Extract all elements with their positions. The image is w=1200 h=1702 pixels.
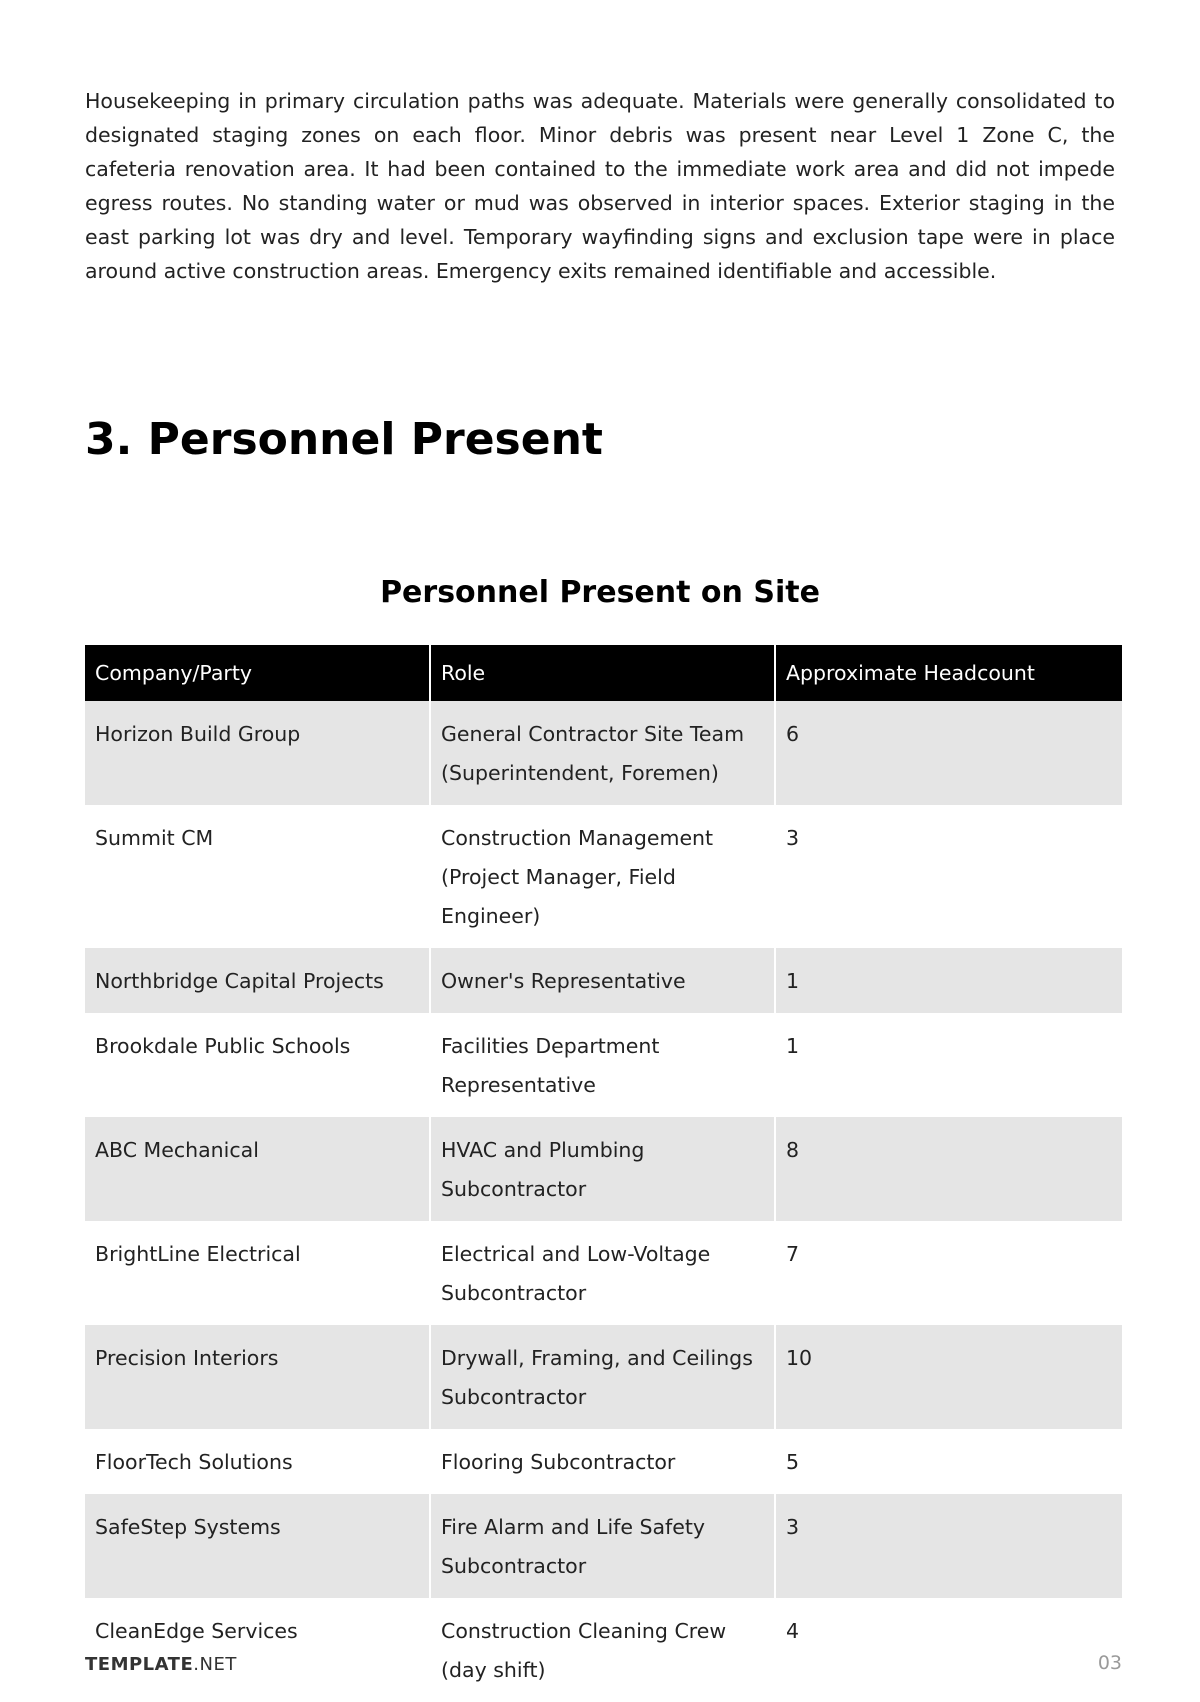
table-header-row <box>85 645 1122 701</box>
cell-company: Northbridge Capital Projects <box>85 948 430 1013</box>
table-row <box>85 1325 1122 1429</box>
table-row <box>85 948 1122 1013</box>
cell-company: Horizon Build Group <box>85 701 430 805</box>
cell-headcount: 4 <box>775 1598 1122 1702</box>
table-row <box>85 1494 1122 1598</box>
cell-headcount: 10 <box>775 1325 1122 1429</box>
table-row <box>85 1117 1122 1221</box>
cell-company: Precision Interiors <box>85 1325 430 1429</box>
table-body <box>85 701 1122 1702</box>
table-row <box>85 701 1122 805</box>
cell-headcount: 5 <box>775 1429 1122 1494</box>
cell-company: SafeStep Systems <box>85 1494 430 1598</box>
cell-company: ABC Mechanical <box>85 1117 430 1221</box>
cell-role: General Contractor Site Team (Superintendent, Foremen) <box>430 701 775 805</box>
cell-company: CleanEdge Services <box>95 1619 298 1643</box>
table-row <box>85 1013 1122 1117</box>
brand-name: TEMPLATE <box>85 1654 194 1675</box>
personnel-table <box>85 645 1122 1702</box>
section-heading: 3. Personnel Present <box>85 414 603 465</box>
cell-headcount: 7 <box>775 1221 1122 1325</box>
cell-company: Summit CM <box>95 826 214 850</box>
cell-company: Brookdale Public Schools <box>95 1034 351 1058</box>
cell-role: Owner's Representative <box>430 948 775 1013</box>
column-header-company: Company/Party <box>85 645 430 701</box>
intro-paragraph: Housekeeping in primary circulation paths was adequate. Materials were generally consolidated to designated staging zones on each floor. Minor debris was present near Level 1 Zone C, the cafeteria renovation area. It had been contained to the immediate work area and did not impede egress routes. No standing water or mud was observed in interior spaces. Exterior staging in the east parking lot was dry and level. Temporary wayfinding signs and exclusion tape were in place around active construction areas. Emergency exits remained identifiable and accessible. <box>85 89 1115 283</box>
page-number: 03 <box>1097 1652 1122 1674</box>
cell-role: Fire Alarm and Life Safety Subcontractor <box>430 1494 775 1598</box>
table-row <box>85 1221 1122 1325</box>
cell-role: Drywall, Framing, and Ceilings Subcontractor <box>430 1325 775 1429</box>
table-row <box>85 1429 1122 1494</box>
footer-brand-logo <box>85 1654 237 1675</box>
cell-role: Construction Cleaning Crew (day shift) <box>430 1598 775 1702</box>
cell-company: BrightLine Electrical <box>95 1242 301 1266</box>
column-header-headcount: Approximate Headcount <box>775 645 1122 701</box>
cell-headcount: 1 <box>775 1013 1122 1117</box>
table-title: Personnel Present on Site <box>380 575 820 610</box>
cell-role: Facilities Department Representative <box>430 1013 775 1117</box>
table-row <box>85 1598 1122 1702</box>
cell-headcount: 8 <box>775 1117 1122 1221</box>
table-header <box>85 645 1122 701</box>
cell-headcount: 6 <box>775 701 1122 805</box>
cell-role: Construction Management (Project Manager, Field Engineer) <box>430 805 775 948</box>
brand-suffix: .NET <box>193 1654 237 1675</box>
cell-role: Flooring Subcontractor <box>430 1429 775 1494</box>
cell-headcount: 3 <box>775 805 1122 948</box>
cell-role: HVAC and Plumbing Subcontractor <box>430 1117 775 1221</box>
column-header-role: Role <box>430 645 775 701</box>
cell-role: Electrical and Low-Voltage Subcontractor <box>430 1221 775 1325</box>
cell-headcount: 3 <box>775 1494 1122 1598</box>
table-row <box>85 805 1122 948</box>
cell-headcount: 1 <box>775 948 1122 1013</box>
cell-company: FloorTech Solutions <box>95 1450 293 1474</box>
